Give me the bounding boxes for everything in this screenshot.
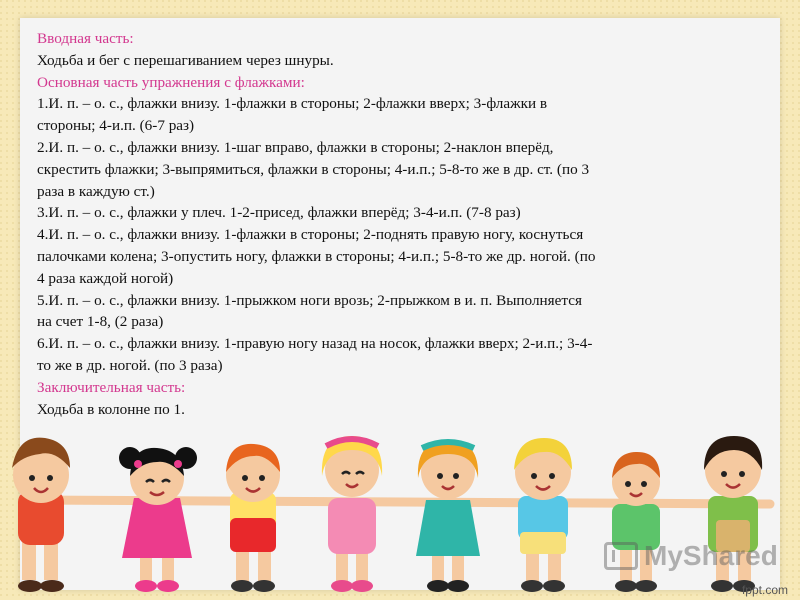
slide-text xyxy=(37,28,597,420)
text-line: Ходьба и бег с перешагиванием через шнуры. xyxy=(37,51,334,69)
child-figure xyxy=(119,447,197,592)
exercise-1: 1.И. п. – о. с., флажки внизу. 1-флажки в стороны; 2-флажки вверх; 3-флажки в стороны; 4-и.п. (6-7 раз) xyxy=(37,95,548,135)
exercise-3: 3.И. п. – о. с., флажки у плеч. 1-2-присед, флажки вперёд; 3-4-и.п. (7-8 раз) xyxy=(37,204,521,222)
text-line: Ходьба в колонне по 1. xyxy=(37,400,185,418)
section-header-final: Заключительная часть: xyxy=(37,378,186,396)
child-figure xyxy=(514,438,572,592)
exercise-2: 2.И. п. – о. с., флажки внизу. 1-шаг вправо, флажки в стороны; 2-наклон вперёд, скрестить флажки; 3-выпрямиться, флажки в стороны; 4-и.п.; 5-8-то же в др. ст. (по 3 раза в каждую ст.) xyxy=(37,138,590,200)
watermark xyxy=(604,536,778,576)
exercise-4: 4.И. п. – о. с., флажки внизу. 1-флажки в стороны; 2-поднять правую ногу, коснуться палочками колена; 3-опустить ногу, флажки в стороны; 4-и.п.; 5-8-то же др. ногой. (по 4 раза каждой ногой) xyxy=(37,226,596,287)
exercise-6: 6.И. п. – о. с., флажки внизу. 1-правую ногу назад на носок, флажки вверх; 2-и.п.; 3-4-то же в др. ногой. (по 3 раза) xyxy=(37,335,593,374)
section-header-main: Основная часть упражнения с флажками: xyxy=(37,73,305,91)
child-figure xyxy=(12,438,70,592)
watermark-text: MyShared xyxy=(644,540,778,571)
child-figure xyxy=(322,436,382,592)
footer-credit: fppt.com xyxy=(741,583,788,597)
child-figure xyxy=(226,444,280,592)
section-header-intro: Вводная часть: xyxy=(37,30,134,47)
myshared-logo-icon xyxy=(604,542,638,570)
child-figure xyxy=(416,440,480,592)
exercise-5: 5.И. п. – о. с., флажки внизу. 1-прыжком ноги врозь; 2-прыжком в и. п. Выполняется на счет 1-8, (2 раза) xyxy=(37,291,582,331)
